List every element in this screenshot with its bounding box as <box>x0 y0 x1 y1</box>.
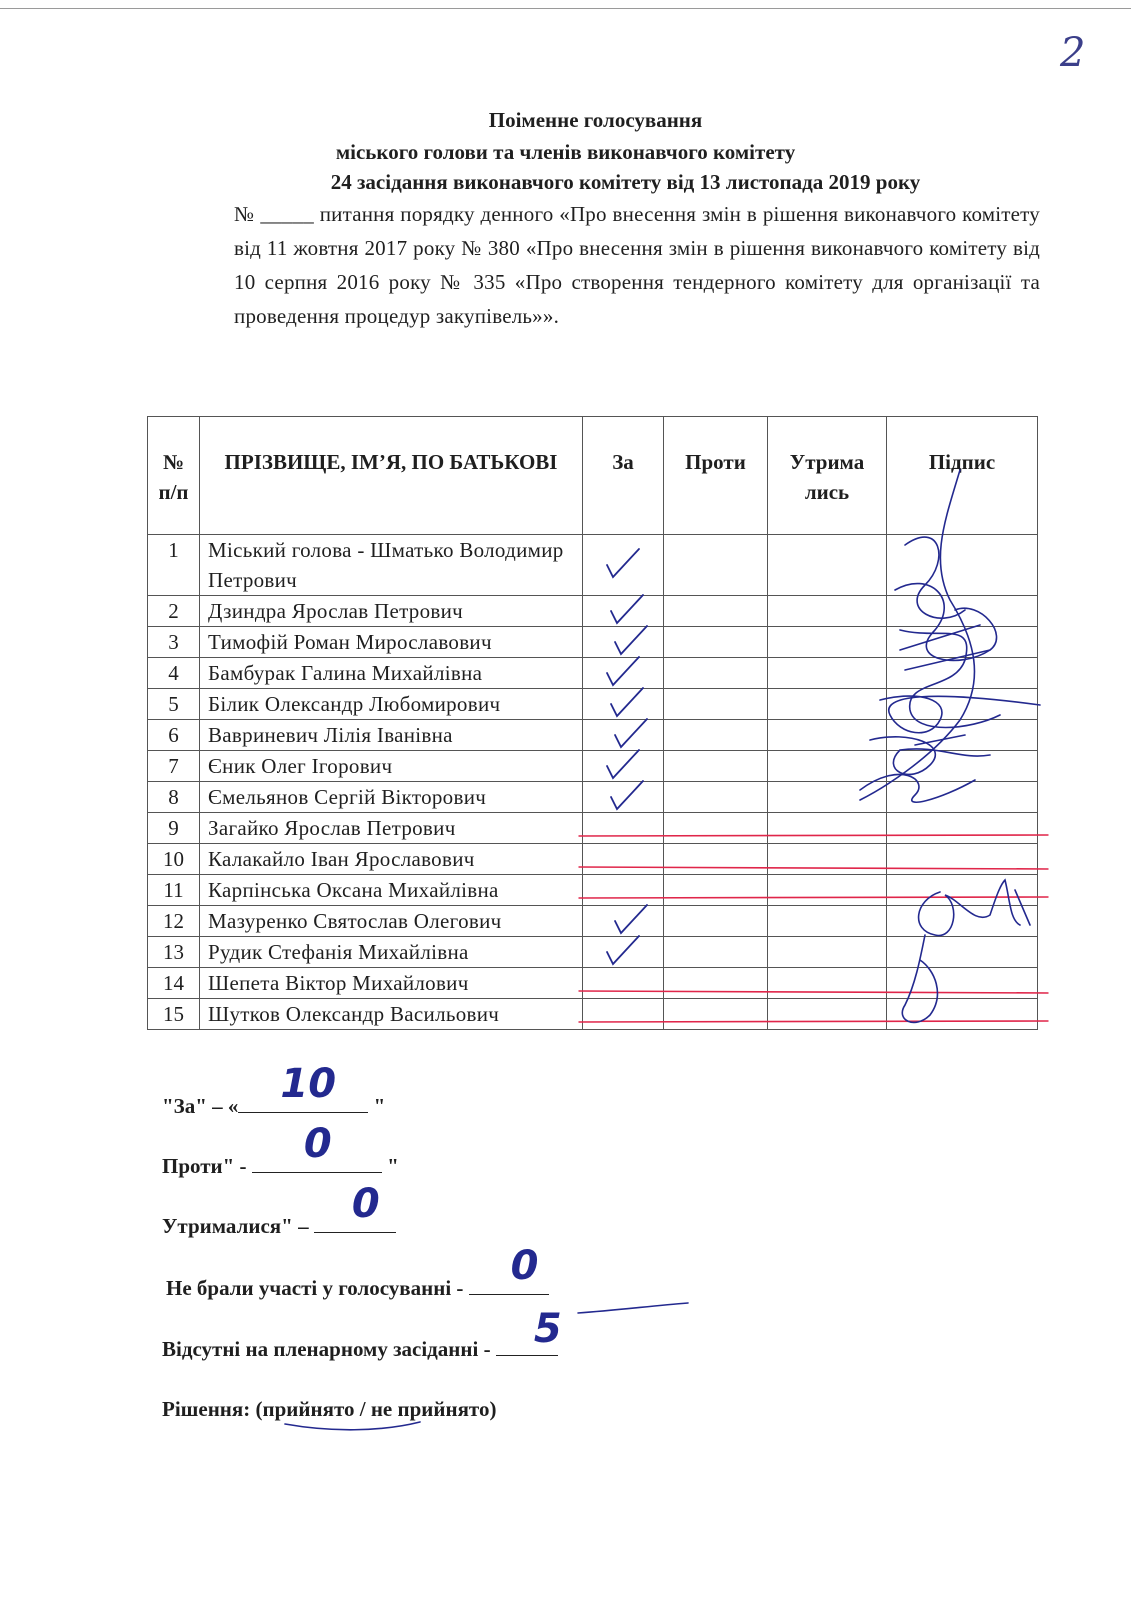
row-num: 1 <box>148 535 200 596</box>
cell-for <box>583 689 664 720</box>
summary-absent <box>162 1306 562 1362</box>
cell-against <box>664 875 768 906</box>
cell-against <box>664 782 768 813</box>
table-row <box>148 937 1038 968</box>
table-row <box>148 968 1038 999</box>
decision-label: Рішення: <box>162 1397 251 1421</box>
cell-for <box>583 906 664 937</box>
cell-for <box>583 875 664 906</box>
page-number: 2 <box>1060 30 1086 76</box>
row-name: Тимофій Роман Мирославович <box>200 627 583 658</box>
summary-for-label: "За" – « <box>162 1094 239 1118</box>
table-row <box>148 689 1038 720</box>
cell-signature <box>887 844 1038 875</box>
cell-against <box>664 937 768 968</box>
cell-abstained <box>768 689 887 720</box>
header-for: За <box>583 417 664 535</box>
table-row <box>148 782 1038 813</box>
summary-against-value: 0 <box>303 1121 332 1167</box>
cell-for <box>583 720 664 751</box>
summary-not-voting-value: 0 <box>510 1243 539 1289</box>
summary-for-value: 10 <box>280 1061 337 1107</box>
row-name: Шутков Олександр Васильович <box>200 999 583 1030</box>
row-num: 14 <box>148 968 200 999</box>
cell-against <box>664 658 768 689</box>
header-against: Проти <box>664 417 768 535</box>
row-name: Бамбурак Галина Михайлівна <box>200 658 583 689</box>
cell-abstained <box>768 782 887 813</box>
cell-for <box>583 658 664 689</box>
table-row <box>148 999 1038 1030</box>
row-name: Міський голова - Шматько Володимир Петрович <box>200 535 583 596</box>
summary-absent-value: 5 <box>533 1306 562 1352</box>
cell-signature <box>887 720 1038 751</box>
cell-for <box>583 968 664 999</box>
row-name: Калакайло Іван Ярославович <box>200 844 583 875</box>
meeting-line: 24 засідання виконавчого комітету від 13 листопада 2019 року <box>330 170 921 194</box>
cell-abstained <box>768 751 887 782</box>
table-row <box>148 906 1038 937</box>
summary-not-voting <box>166 1243 549 1301</box>
row-num: 8 <box>148 782 200 813</box>
document-subtitle: міського голови та членів виконавчого комітету <box>335 140 796 164</box>
cell-against <box>664 968 768 999</box>
cell-against <box>664 720 768 751</box>
cell-abstained <box>768 720 887 751</box>
summary-abstained <box>162 1181 396 1239</box>
cell-signature <box>887 689 1038 720</box>
cell-abstained <box>768 906 887 937</box>
cell-abstained <box>768 875 887 906</box>
summary-against <box>162 1121 399 1179</box>
row-num: 4 <box>148 658 200 689</box>
cell-for <box>583 844 664 875</box>
cell-against <box>664 627 768 658</box>
row-name: Карпінська Оксана Михайлівна <box>200 875 583 906</box>
cell-signature <box>887 751 1038 782</box>
cell-signature <box>887 968 1038 999</box>
header-abstained: Утрима лись <box>768 417 887 535</box>
decision <box>162 1397 496 1422</box>
summary-against-close: " <box>387 1154 399 1178</box>
header-name: ПРІЗВИЩЕ, ІМ’Я, ПО БАТЬКОВІ <box>200 417 583 535</box>
table-row <box>148 751 1038 782</box>
agenda-question: № _____ питання порядку денного «Про внесення змін в рішення виконавчого комітету від 11 жовтня 2017 року № 380 «Про внесення змін в рішення виконавчого комітету від 10 серпня 2016 року № 335 «Про створення тендерного комітету для організації та проведення процедур закупівель»». <box>234 202 1040 328</box>
table-row <box>148 813 1038 844</box>
summary-absent-label: Відсутні на пленарному засіданні - <box>162 1337 491 1361</box>
header-signature: Підпис <box>887 417 1038 535</box>
cell-against <box>664 844 768 875</box>
table-row <box>148 875 1038 906</box>
header-num: № п/п <box>148 417 200 535</box>
row-name: Ємельянов Сергій Вікторович <box>200 782 583 813</box>
table-header-row <box>148 417 1038 535</box>
cell-for <box>583 535 664 596</box>
row-num: 7 <box>148 751 200 782</box>
cell-against <box>664 906 768 937</box>
table-row <box>148 535 1038 596</box>
cell-signature <box>887 658 1038 689</box>
table-row <box>148 720 1038 751</box>
cell-against <box>664 751 768 782</box>
cell-signature <box>887 875 1038 906</box>
row-num: 6 <box>148 720 200 751</box>
row-name: Загайко Ярослав Петрович <box>200 813 583 844</box>
row-num: 10 <box>148 844 200 875</box>
row-num: 9 <box>148 813 200 844</box>
summary-abstained-label: Утрималися" – <box>162 1214 309 1238</box>
cell-abstained <box>768 813 887 844</box>
row-name: Шепета Віктор Михайлович <box>200 968 583 999</box>
cell-signature <box>887 906 1038 937</box>
cell-for <box>583 999 664 1030</box>
cell-signature <box>887 999 1038 1030</box>
cell-abstained <box>768 535 887 596</box>
cell-against <box>664 999 768 1030</box>
row-name: Єник Олег Ігорович <box>200 751 583 782</box>
cell-for <box>583 937 664 968</box>
cell-signature <box>887 937 1038 968</box>
scan-edge-line <box>0 8 1131 9</box>
cell-for <box>583 813 664 844</box>
cell-signature <box>887 627 1038 658</box>
document-title: Поіменне голосування <box>488 108 703 132</box>
decision-text: (прийнято / не прийнято) <box>255 1397 497 1421</box>
cell-abstained <box>768 999 887 1030</box>
cell-against <box>664 535 768 596</box>
cell-abstained <box>768 968 887 999</box>
row-name: Дзиндра Ярослав Петрович <box>200 596 583 627</box>
table-row <box>148 844 1038 875</box>
row-num: 3 <box>148 627 200 658</box>
row-num: 15 <box>148 999 200 1030</box>
cell-abstained <box>768 937 887 968</box>
table-row <box>148 596 1038 627</box>
row-num: 2 <box>148 596 200 627</box>
summary-not-voting-label: Не брали участі у голосуванні - <box>166 1276 464 1300</box>
row-num: 13 <box>148 937 200 968</box>
cell-against <box>664 596 768 627</box>
cell-for <box>583 782 664 813</box>
row-num: 12 <box>148 906 200 937</box>
cell-against <box>664 813 768 844</box>
summary-for <box>162 1061 386 1119</box>
voting-table <box>147 416 1038 1030</box>
cell-abstained <box>768 596 887 627</box>
row-num: 11 <box>148 875 200 906</box>
cell-against <box>664 689 768 720</box>
table-row <box>148 658 1038 689</box>
cell-signature <box>887 813 1038 844</box>
row-name: Вавриневич Лілія Іванівна <box>200 720 583 751</box>
summary-abstained-value: 0 <box>351 1181 380 1227</box>
table-row <box>148 627 1038 658</box>
row-num: 5 <box>148 689 200 720</box>
row-name: Мазуренко Святослав Олегович <box>200 906 583 937</box>
cell-signature <box>887 535 1038 596</box>
cell-for <box>583 627 664 658</box>
cell-abstained <box>768 844 887 875</box>
summary-against-label: Проти" - <box>162 1154 247 1178</box>
cell-signature <box>887 782 1038 813</box>
cell-abstained <box>768 627 887 658</box>
row-name: Рудик Стефанія Михайлівна <box>200 937 583 968</box>
cell-for <box>583 751 664 782</box>
cell-signature <box>887 596 1038 627</box>
cell-for <box>583 596 664 627</box>
row-name: Білик Олександр Любомирович <box>200 689 583 720</box>
cell-abstained <box>768 658 887 689</box>
summary-for-close: " <box>373 1094 386 1118</box>
